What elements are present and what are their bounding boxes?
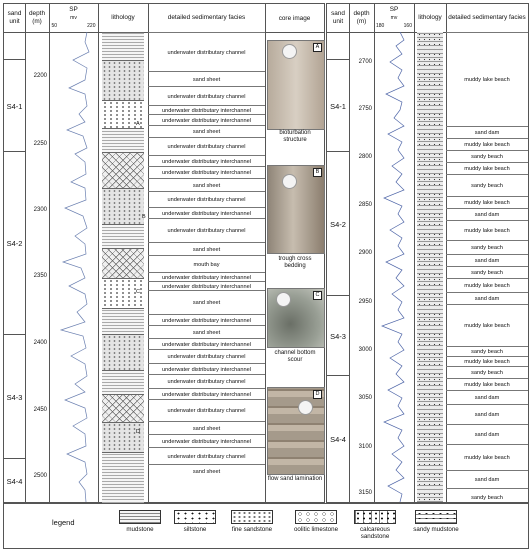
- depth-tick: 3150: [358, 490, 372, 496]
- depth-tick: 2500: [33, 473, 47, 479]
- sp-title: SP: [389, 6, 399, 13]
- depth-tick: 2450: [33, 407, 47, 413]
- unit-label-text: S4-4: [330, 435, 346, 444]
- core-photo-label: A: [313, 43, 322, 52]
- sp-curve-left: [49, 32, 98, 502]
- legend-item: [346, 510, 404, 540]
- depth-tick: 2700: [358, 59, 372, 65]
- core-marker: A: [136, 121, 140, 127]
- facies-row: sandy beach: [446, 240, 528, 255]
- sp-header: [49, 4, 98, 33]
- core-caption: bioturbation structure: [279, 130, 311, 143]
- sp-min: 50: [51, 23, 58, 29]
- depth-tick: 3100: [358, 444, 372, 450]
- facies-header: [148, 4, 265, 33]
- legend-title: legend: [52, 518, 75, 527]
- facies-row: sand dam: [446, 292, 528, 305]
- sand-unit-header: [327, 4, 349, 33]
- lithology-bed: [102, 248, 144, 279]
- lithology-column-fill: [417, 32, 443, 502]
- facies-row: underwater distributary interchannel: [148, 105, 265, 115]
- lithology-bed: [102, 370, 144, 395]
- facies-row: underwater distributary channel: [148, 86, 265, 106]
- facies-row: mouth bay: [148, 255, 265, 273]
- facies-row: underwater distributary channel: [148, 349, 265, 364]
- lithology-bed: [102, 128, 144, 153]
- facies-row: underwater distributary interchannel: [148, 155, 265, 167]
- facies-row: sand dam: [446, 470, 528, 489]
- facies-row: underwater distributary channel: [148, 218, 265, 243]
- facies-row: muddy lake beach: [446, 220, 528, 241]
- depth-tick: 2900: [358, 250, 372, 256]
- facies-row: underwater distributary interchannel: [148, 434, 265, 448]
- core-image-header-text: core image: [278, 14, 311, 22]
- facies-row: sandy beach: [446, 346, 528, 357]
- lithology-bed: [102, 334, 144, 371]
- calcareous-sandstone-swatch: [354, 510, 396, 524]
- depth-header: [25, 4, 49, 33]
- sp-log-column: [49, 4, 99, 502]
- lithology-bed: [102, 308, 144, 335]
- facies-row: sandy beach: [446, 266, 528, 279]
- depth-column: [349, 4, 375, 502]
- legend-label: oolitic limestone: [293, 526, 339, 533]
- core-image-header: [265, 4, 324, 33]
- facies-header-text: detailed sedimentary facies: [448, 14, 526, 21]
- sand-unit-header-text: sand unit: [7, 10, 22, 25]
- depth-tick: 2850: [358, 202, 372, 208]
- facies-row: underwater distributary channel: [148, 447, 265, 465]
- fine-sandstone-swatch: [231, 510, 273, 524]
- lithology-column: [98, 4, 149, 502]
- facies-row: sand sheet: [148, 71, 265, 87]
- facies-row: underwater distributary interchannel: [148, 314, 265, 326]
- facies-row: muddy lake beach: [446, 138, 528, 151]
- unit-label: [4, 458, 25, 503]
- scale-dot: [282, 44, 297, 59]
- depth-tick: 2750: [358, 106, 372, 112]
- facies-row: underwater distributary channel: [148, 191, 265, 208]
- oolitic-limestone-swatch: [295, 510, 337, 524]
- core-marker: C: [136, 289, 140, 295]
- legend-label: mudstone: [126, 526, 154, 533]
- unit-label-text: S4-1: [330, 101, 346, 111]
- facies-row: sandy beach: [446, 488, 528, 507]
- facies-header: [446, 4, 528, 33]
- lithology-bed: [102, 394, 144, 423]
- lithology-bed: [102, 188, 144, 225]
- facies-row: muddy lake beach: [446, 378, 528, 391]
- lithology-header-text: lithology: [111, 14, 135, 21]
- depth-tick: 3050: [358, 395, 372, 401]
- unit-label: [327, 59, 349, 152]
- sp-log-column: [374, 4, 415, 502]
- scale-dot: [298, 400, 313, 415]
- sp-max: 220: [87, 23, 96, 29]
- facies-row: underwater distributary interchannel: [148, 363, 265, 375]
- sp-header: [374, 4, 414, 33]
- core-caption: flow sand lamination: [267, 476, 323, 482]
- lithology-bed: [102, 452, 144, 503]
- depth-tick: 2400: [33, 340, 47, 346]
- depth-tick: 2250: [33, 141, 47, 147]
- facies-row: muddy lake beach: [446, 356, 528, 367]
- depth-tick: 2950: [358, 299, 372, 305]
- right-stratigraphic-column: [326, 3, 529, 503]
- facies-row: underwater distributary interchannel: [148, 338, 265, 350]
- depth-tick: 2300: [33, 207, 47, 213]
- lithology-column: [414, 4, 447, 502]
- depth-header-text: depth (m): [353, 10, 370, 25]
- lithology-header-text: lithology: [418, 14, 442, 21]
- facies-row: sand sheet: [148, 325, 265, 339]
- sp-unit: mv: [390, 15, 398, 21]
- facies-row: sand sheet: [148, 421, 265, 435]
- depth-tick: 2350: [33, 273, 47, 279]
- unit-label-text: S4-3: [6, 392, 23, 402]
- facies-row: sand dam: [446, 126, 528, 139]
- unit-label: [4, 334, 25, 459]
- mudstone-swatch: [119, 510, 161, 524]
- scale-dot: [282, 174, 297, 189]
- depth-header: [349, 4, 374, 33]
- facies-column: [148, 4, 266, 502]
- core-marker: D: [136, 429, 140, 435]
- facies-row: underwater distributary channel: [148, 374, 265, 389]
- sp-max: 160: [403, 23, 412, 29]
- unit-label-text: S4-3: [330, 331, 346, 341]
- unit-label: [4, 151, 25, 335]
- facies-row: sand dam: [446, 404, 528, 425]
- sp-min: 180: [376, 23, 385, 29]
- unit-label: [327, 295, 349, 376]
- facies-row: underwater distributary interchannel: [148, 281, 265, 291]
- left-stratigraphic-column: [3, 3, 325, 503]
- core-photo: [267, 387, 325, 475]
- core-photo: [267, 40, 325, 130]
- facies-row: underwater distributary channel: [148, 399, 265, 422]
- sp-unit: mv: [70, 15, 77, 21]
- facies-row: sandy beach: [446, 174, 528, 197]
- facies-row: underwater distributary interchannel: [148, 166, 265, 179]
- core-caption: trough cross bedding: [278, 256, 312, 269]
- sp-curve-right: [374, 32, 414, 502]
- legend-item: [406, 510, 466, 534]
- lithology-bed: [102, 32, 144, 61]
- facies-row: underwater distributary interchannel: [148, 272, 265, 282]
- facies-row: sandy beach: [446, 366, 528, 379]
- facies-row: sand dam: [446, 390, 528, 405]
- depth-tick: 2200: [33, 73, 47, 79]
- core-photo: [267, 165, 325, 254]
- facies-header-text: detailed sedimentary facies: [167, 14, 246, 21]
- lithology-bed: [102, 60, 144, 101]
- legend: [3, 503, 529, 549]
- facies-row: sand dam: [446, 424, 528, 445]
- lithology-header: [98, 4, 148, 33]
- legend-label: fine sandstone: [231, 526, 273, 533]
- lithology-bed: [102, 152, 144, 189]
- sandy-mudstone-swatch: [415, 510, 457, 524]
- unit-label-text: S4-2: [6, 239, 23, 248]
- legend-label: sandy mudstone: [413, 526, 459, 533]
- facies-row: muddy lake beach: [446, 196, 528, 209]
- core-photo-label: B: [313, 168, 322, 177]
- facies-row: underwater distributary interchannel: [148, 388, 265, 400]
- unit-label: [4, 59, 25, 152]
- facies-row: muddy lake beach: [446, 162, 528, 175]
- sand-unit-column: [327, 4, 350, 502]
- unit-label: [327, 375, 349, 503]
- lithology-header: [414, 4, 446, 33]
- unit-label-text: S4-1: [6, 101, 23, 111]
- facies-row: underwater distributary interchannel: [148, 207, 265, 219]
- lithology-bed: [102, 422, 144, 453]
- facies-row: underwater distributary interchannel: [148, 114, 265, 126]
- depth-column: [25, 4, 50, 502]
- core-photo-label: D: [313, 390, 322, 399]
- legend-label: siltstone: [183, 526, 207, 533]
- legend-item: [286, 510, 346, 534]
- facies-row: sand sheet: [148, 178, 265, 192]
- facies-row: muddy lake beach: [446, 32, 528, 127]
- facies-row: muddy lake beach: [446, 278, 528, 293]
- core-photo: [267, 288, 325, 348]
- legend-item: [169, 510, 221, 534]
- unit-label-text: S4-4: [6, 476, 23, 486]
- sand-unit-header: [4, 4, 25, 33]
- facies-row: sand dam: [446, 254, 528, 267]
- facies-row: underwater distributary channel: [148, 137, 265, 156]
- core-caption: channel bottom scour: [274, 350, 316, 363]
- legend-label: calcareous sandstone: [360, 526, 390, 540]
- facies-row: muddy lake beach: [446, 304, 528, 347]
- facies-row: sandy beach: [446, 150, 528, 163]
- sp-title: SP: [69, 6, 78, 13]
- facies-row: sand sheet: [148, 242, 265, 256]
- sand-unit-header-text: sand unit: [331, 10, 345, 25]
- core-photo-label: C: [313, 291, 322, 300]
- facies-row: underwater distributary channel: [148, 32, 265, 72]
- sand-unit-column: [4, 4, 26, 502]
- facies-row: sand sheet: [148, 290, 265, 315]
- facies-row: muddy lake beach: [446, 444, 528, 471]
- depth-header-text: depth (m): [29, 10, 45, 25]
- unit-label: [327, 151, 349, 296]
- facies-row: sand sheet: [148, 464, 265, 479]
- lithology-bed: [102, 224, 144, 249]
- scale-dot: [276, 292, 291, 307]
- siltstone-swatch: [174, 510, 216, 524]
- legend-item: [226, 510, 278, 534]
- unit-label-text: S4-2: [330, 219, 346, 229]
- facies-row: sand dam: [446, 208, 528, 221]
- depth-tick: 2800: [358, 154, 372, 160]
- legend-item: [114, 510, 166, 534]
- facies-column: [446, 4, 528, 502]
- depth-tick: 3000: [358, 347, 372, 353]
- facies-row: sand sheet: [148, 125, 265, 138]
- core-marker: B: [142, 214, 146, 220]
